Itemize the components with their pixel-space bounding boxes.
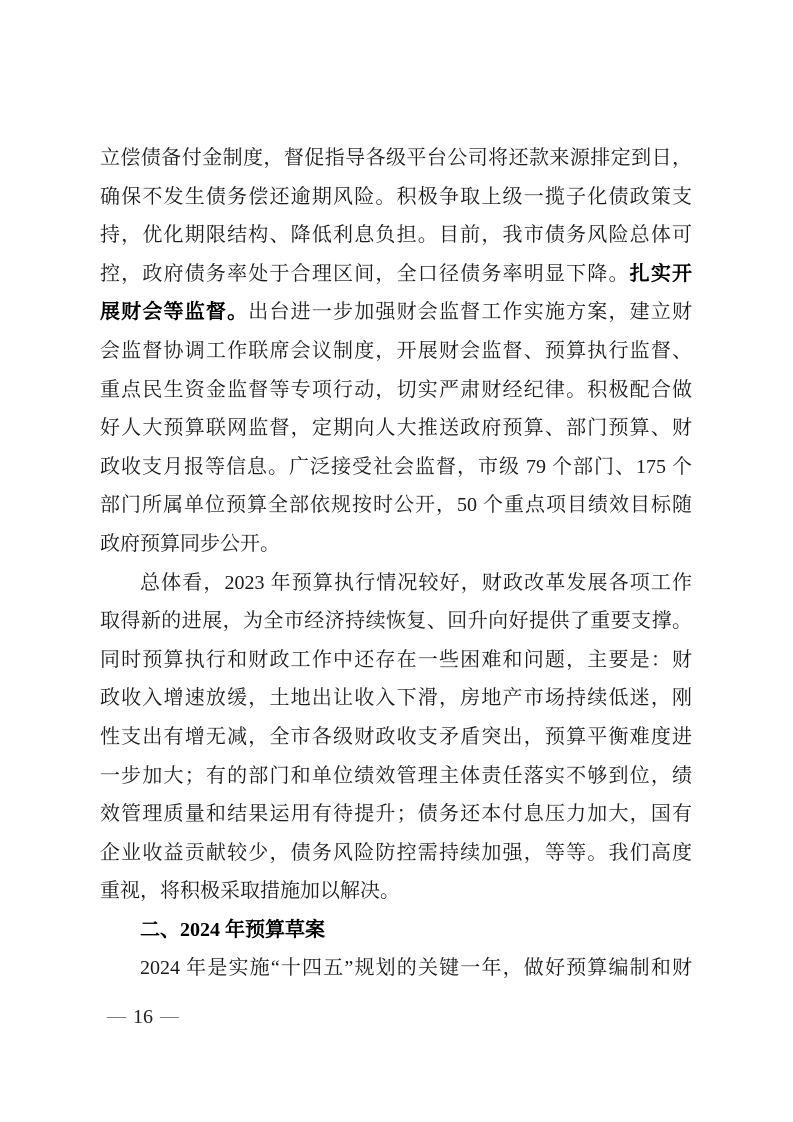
bold-run: 扎实开 <box>629 262 693 285</box>
text-line <box>100 448 692 487</box>
footer-right-dash: — <box>160 1006 179 1027</box>
text-run: 重视，将积极采取措施加以解决。 <box>100 880 400 903</box>
text-run: 重点民生资金监督等专项行动，切实严肃财经纪律。积极配合做 <box>100 378 692 401</box>
text-run: 出台进一步加强财会监督工作实施方案，建立财 <box>248 301 693 324</box>
text-run: 取得新的进展，为全市经济持续恢复、回升向好提供了重要支撑。 <box>100 610 692 633</box>
text-run: 性支出有增无减，全市各级财政收支矛盾突出，预算平衡难度进 <box>100 725 692 748</box>
text-line <box>100 216 692 255</box>
text-line <box>100 602 692 641</box>
section-heading <box>100 911 692 950</box>
document-body <box>100 139 692 988</box>
text-run: 2024 年是实施“十四五”规划的关键一年，做好预算编制和财 <box>140 957 692 980</box>
text-line <box>100 293 692 332</box>
text-line <box>100 795 692 834</box>
text-line <box>100 872 692 911</box>
text-line <box>100 949 692 988</box>
text-run: 确保不发生债务偿还逾期风险。积极争取上级一揽子化债政策支 <box>100 185 692 208</box>
text-line <box>100 757 692 796</box>
text-run: 立偿债备付金制度，督促指导各级平台公司将还款来源排定到日， <box>100 147 692 169</box>
text-run: 政收入增速放缓，土地出让收入下滑，房地产市场持续低迷，刚 <box>100 687 692 710</box>
footer-left-dash: — <box>107 1006 126 1027</box>
text-line <box>100 834 692 873</box>
text-run: 控，政府债务率处于合理区间，全口径债务率明显下降。 <box>100 262 630 285</box>
text-line <box>100 409 692 448</box>
text-line <box>100 486 692 525</box>
text-line <box>100 178 692 217</box>
text-line <box>100 679 692 718</box>
text-run: 会监督协调工作联席会议制度，开展财会监督、预算执行监督、 <box>100 339 692 362</box>
text-run: 企业收益贡献较少，债务风险防控需持续加强，等等。我们高度 <box>100 841 692 864</box>
text-line <box>100 525 692 564</box>
text-line <box>100 564 692 603</box>
text-run: 部门所属单位预算全部依规按时公开，50 个重点项目绩效目标随 <box>100 494 692 517</box>
page-footer <box>100 1003 186 1031</box>
text-run: 一步加大；有的部门和单位绩效管理主体责任落实不够到位，绩 <box>100 764 692 787</box>
text-line <box>100 371 692 410</box>
text-run: 持，优化期限结构、降低利息负担。目前，我市债务风险总体可 <box>100 224 692 247</box>
bold-run: 二、2024 年预算草案 <box>140 918 325 941</box>
bold-run: 展财会等监督。 <box>100 301 249 324</box>
text-run: 好人大预算联网监督，定期向人大推送政府预算、部门预算、财 <box>100 417 692 440</box>
text-line <box>100 332 692 371</box>
text-run: 同时预算执行和财政工作中还存在一些困难和问题，主要是：财 <box>100 648 692 671</box>
text-line <box>100 139 692 178</box>
text-line <box>100 718 692 757</box>
text-run: 效管理质量和结果运用有待提升；债务还本付息压力加大，国有 <box>100 803 692 826</box>
text-run: 政收支月报等信息。广泛接受社会监督，市级 79 个部门、175 个 <box>100 455 692 478</box>
text-line <box>100 255 692 294</box>
text-run: 政府预算同步公开。 <box>100 532 280 555</box>
page-number: 16 <box>133 1005 153 1028</box>
text-line <box>100 641 692 680</box>
text-run: 总体看，2023 年预算执行情况较好，财政改革发展各项工作 <box>140 571 692 594</box>
